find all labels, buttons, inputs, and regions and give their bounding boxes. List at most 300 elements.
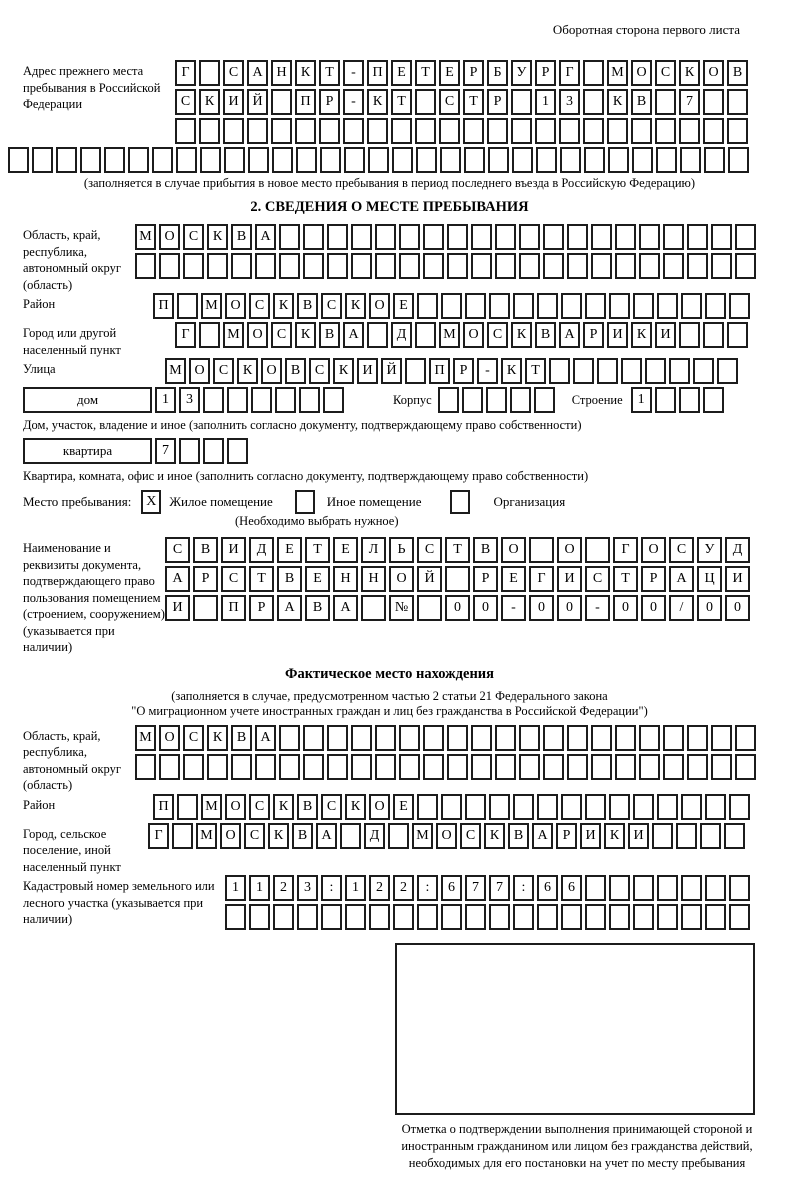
actual-location-title: Фактическое место нахождения (285, 665, 494, 682)
char-cell: С (655, 60, 676, 86)
char-cell: С (460, 823, 481, 849)
char-cell: Е (439, 60, 460, 86)
char-cell: Ц (697, 566, 722, 592)
char-cell (415, 322, 436, 348)
char-cell: Г (613, 537, 638, 563)
char-cell (391, 118, 412, 144)
char-row (438, 387, 558, 413)
char-cell (609, 794, 630, 820)
char-cell (687, 253, 708, 279)
char-cell (321, 904, 342, 930)
char-cell: У (511, 60, 532, 86)
char-cell (729, 293, 750, 319)
char-cell (351, 253, 372, 279)
char-cell (495, 224, 516, 250)
char-cell: : (513, 875, 534, 901)
char-cell: А (669, 566, 694, 592)
char-cell (279, 754, 300, 780)
char-cell (415, 118, 436, 144)
char-cell (591, 253, 612, 279)
stamp-box (395, 943, 755, 1115)
char-cell: С (249, 293, 270, 319)
char-cell: 1 (535, 89, 556, 115)
char-cell (327, 725, 348, 751)
char-cell (559, 118, 580, 144)
char-cell: В (285, 358, 306, 384)
char-cell (445, 566, 470, 592)
char-cell: А (277, 595, 302, 621)
prev-address-label: Адрес прежнего места пребывания в Российской Федерации (23, 64, 161, 111)
char-cell (392, 147, 413, 173)
char-cell: 7 (155, 438, 176, 464)
char-cell: К (237, 358, 258, 384)
char-cell (375, 725, 396, 751)
char-cell: П (153, 794, 174, 820)
char-cell: Р (583, 322, 604, 348)
char-cell (471, 224, 492, 250)
char-row (155, 438, 251, 464)
district-block (23, 293, 756, 322)
char-cell: С (487, 322, 508, 348)
char-cell (585, 537, 610, 563)
char-cell: М (607, 60, 628, 86)
char-cell (295, 118, 316, 144)
char-cell (183, 754, 204, 780)
char-cell (227, 387, 248, 413)
char-cell (519, 253, 540, 279)
char-cell: 0 (697, 595, 722, 621)
char-cell: М (412, 823, 433, 849)
char-cell: М (223, 322, 244, 348)
char-cell (471, 725, 492, 751)
char-cell: В (319, 322, 340, 348)
char-cell (368, 147, 389, 173)
char-cell (537, 794, 558, 820)
char-cell (303, 754, 324, 780)
char-cell (224, 147, 245, 173)
char-cell: Р (453, 358, 474, 384)
char-cell (367, 322, 388, 348)
char-cell: С (439, 89, 460, 115)
char-cell: В (297, 293, 318, 319)
region-block (23, 224, 756, 293)
char-cell (645, 358, 666, 384)
char-cell (199, 322, 220, 348)
char-cell (663, 224, 684, 250)
char-row (135, 725, 759, 751)
char-cell: - (585, 595, 610, 621)
document-block (23, 537, 756, 656)
char-cell (488, 147, 509, 173)
char-cell (735, 224, 756, 250)
char-cell (320, 147, 341, 173)
char-cell: О (631, 60, 652, 86)
char-cell (663, 253, 684, 279)
char-cell: 7 (489, 875, 510, 901)
char-cell: С (221, 566, 246, 592)
char-cell: С (417, 537, 442, 563)
char-cell: О (159, 725, 180, 751)
char-cell (512, 147, 533, 173)
char-cell (561, 904, 582, 930)
char-cell (440, 147, 461, 173)
char-cell: 1 (249, 875, 270, 901)
char-cell (231, 253, 252, 279)
char-cell: С (175, 89, 196, 115)
char-cell (727, 322, 748, 348)
char-cell (631, 118, 652, 144)
char-cell (585, 904, 606, 930)
char-cell (608, 147, 629, 173)
char-cell (447, 224, 468, 250)
char-cell (296, 147, 317, 173)
char-cell (361, 595, 386, 621)
stay-option-label-other: Иное помещение (326, 494, 422, 509)
char-cell: Р (249, 595, 274, 621)
char-row (135, 224, 759, 250)
char-cell (351, 224, 372, 250)
char-cell (717, 358, 738, 384)
actual-district-block (23, 794, 756, 823)
char-cell: Л (361, 537, 386, 563)
char-cell: К (484, 823, 505, 849)
char-cell (711, 253, 732, 279)
char-row (165, 595, 753, 621)
stamp-caption: Отметка о подтверждении выполнения принимающей стороной и иностранным гражданином или лицом без гражданства действий, необходимых для его постановки на учет по месту пребывания (401, 1122, 753, 1170)
char-cell (657, 794, 678, 820)
char-cell (441, 904, 462, 930)
char-cell: Р (193, 566, 218, 592)
char-cell (704, 147, 725, 173)
char-cell (225, 904, 246, 930)
char-cell: С (669, 537, 694, 563)
char-cell (423, 725, 444, 751)
char-cell (679, 322, 700, 348)
char-cell: О (389, 566, 414, 592)
char-cell (519, 754, 540, 780)
char-cell: Р (487, 89, 508, 115)
char-row (165, 566, 753, 592)
char-cell (567, 754, 588, 780)
char-cell: Т (415, 60, 436, 86)
char-cell (423, 253, 444, 279)
char-cell (655, 387, 676, 413)
char-cell: Й (417, 566, 442, 592)
char-cell (207, 754, 228, 780)
char-cell (567, 725, 588, 751)
house-block (23, 387, 756, 416)
char-row (153, 293, 753, 319)
char-cell (703, 322, 724, 348)
char-cell: П (367, 60, 388, 86)
char-cell (231, 754, 252, 780)
char-row (631, 387, 727, 413)
char-cell (652, 823, 673, 849)
apartment-widebox: квартира (23, 438, 152, 464)
char-cell: О (557, 537, 582, 563)
char-cell (669, 358, 690, 384)
char-cell (375, 224, 396, 250)
char-cell (417, 794, 438, 820)
char-cell: К (345, 794, 366, 820)
char-cell: В (631, 89, 652, 115)
char-cell: С (244, 823, 265, 849)
char-cell (447, 253, 468, 279)
char-cell: 2 (273, 875, 294, 901)
char-cell: С (183, 224, 204, 250)
char-cell (135, 253, 156, 279)
char-cell: Ь (389, 537, 414, 563)
char-row (165, 358, 741, 384)
char-cell (465, 794, 486, 820)
char-cell (463, 118, 484, 144)
char-cell (135, 754, 156, 780)
char-cell (375, 754, 396, 780)
char-cell (203, 387, 224, 413)
char-cell (32, 147, 53, 173)
char-cell (735, 253, 756, 279)
char-row (175, 118, 751, 144)
char-cell: А (532, 823, 553, 849)
char-cell (573, 358, 594, 384)
char-cell: 3 (179, 387, 200, 413)
char-cell (388, 823, 409, 849)
char-cell (351, 754, 372, 780)
char-row (155, 387, 347, 413)
char-cell (417, 904, 438, 930)
char-cell: К (679, 60, 700, 86)
char-cell (299, 387, 320, 413)
char-cell: - (343, 60, 364, 86)
char-cell: И (357, 358, 378, 384)
char-cell (319, 118, 340, 144)
district-label: Район (23, 297, 56, 311)
char-cell: Т (391, 89, 412, 115)
char-cell (423, 224, 444, 250)
char-cell (345, 904, 366, 930)
stay-option-checkbox-organization (450, 490, 470, 514)
char-cell (439, 118, 460, 144)
char-cell (471, 253, 492, 279)
char-cell (656, 147, 677, 173)
char-cell (705, 794, 726, 820)
char-cell (175, 118, 196, 144)
char-cell (327, 253, 348, 279)
char-cell (399, 224, 420, 250)
char-cell: - (477, 358, 498, 384)
char-row (135, 754, 759, 780)
char-cell: Г (148, 823, 169, 849)
prev-address-rows (175, 60, 751, 147)
char-cell: Г (529, 566, 554, 592)
char-cell: 2 (393, 875, 414, 901)
char-cell (179, 438, 200, 464)
char-cell (275, 387, 296, 413)
char-cell: К (207, 224, 228, 250)
actual-location-note1: (заполняется в случае, предусмотренном частью 2 статьи 21 Федерального закона (171, 688, 608, 703)
char-cell (681, 794, 702, 820)
char-cell (676, 823, 697, 849)
char-cell (735, 754, 756, 780)
char-cell: А (247, 60, 268, 86)
char-cell (415, 89, 436, 115)
char-cell (663, 725, 684, 751)
cadastral-block (23, 875, 756, 933)
char-cell: 0 (445, 595, 470, 621)
char-cell (495, 253, 516, 279)
char-cell (639, 224, 660, 250)
char-cell (223, 118, 244, 144)
char-cell: А (316, 823, 337, 849)
char-cell (537, 904, 558, 930)
stay-type-label: Место пребывания: (23, 494, 132, 509)
char-cell: О (703, 60, 724, 86)
char-cell: С (585, 566, 610, 592)
char-cell: Д (249, 537, 274, 563)
char-cell (609, 293, 630, 319)
char-cell: Е (333, 537, 358, 563)
char-cell: 0 (473, 595, 498, 621)
char-cell (549, 358, 570, 384)
char-cell (495, 754, 516, 780)
char-cell (511, 89, 532, 115)
section2-title: 2. СВЕДЕНИЯ О МЕСТЕ ПРЕБЫВАНИЯ (250, 199, 529, 215)
document-rows (165, 537, 753, 624)
char-cell (462, 387, 483, 413)
char-cell (585, 875, 606, 901)
char-cell (639, 725, 660, 751)
char-cell: М (439, 322, 460, 348)
char-cell (561, 794, 582, 820)
char-cell (729, 794, 750, 820)
stay-type-note: (Необходимо выбрать нужное) (235, 514, 399, 528)
char-cell: 3 (559, 89, 580, 115)
char-cell: Е (501, 566, 526, 592)
char-cell (519, 725, 540, 751)
char-cell: И (607, 322, 628, 348)
house-note: Дом, участок, владение и иное (заполнить согласно документу, подтверждающему право собственности) (23, 418, 582, 432)
char-cell (735, 725, 756, 751)
char-cell: К (607, 89, 628, 115)
char-cell (632, 147, 653, 173)
char-cell: Г (175, 60, 196, 86)
char-cell (655, 118, 676, 144)
char-cell: Т (445, 537, 470, 563)
char-cell (615, 253, 636, 279)
char-cell: К (295, 60, 316, 86)
char-cell (657, 904, 678, 930)
char-cell (679, 118, 700, 144)
char-cell (705, 293, 726, 319)
actual-district-label: Район (23, 797, 56, 812)
char-cell: 6 (561, 875, 582, 901)
char-cell: М (165, 358, 186, 384)
char-cell: 7 (679, 89, 700, 115)
char-cell (369, 904, 390, 930)
char-cell: 0 (529, 595, 554, 621)
char-cell: К (207, 725, 228, 751)
char-cell: О (369, 794, 390, 820)
char-cell (104, 147, 125, 173)
char-cell: - (343, 89, 364, 115)
actual-region-block (23, 725, 756, 794)
char-cell: И (725, 566, 750, 592)
char-cell (183, 253, 204, 279)
char-cell (633, 293, 654, 319)
stroenie-label: Строение (571, 393, 623, 407)
char-cell: 7 (465, 875, 486, 901)
char-cell: К (367, 89, 388, 115)
char-cell (561, 293, 582, 319)
char-cell (471, 754, 492, 780)
char-cell (567, 253, 588, 279)
char-cell: Е (305, 566, 330, 592)
char-cell: А (165, 566, 190, 592)
char-cell (487, 118, 508, 144)
char-cell (351, 725, 372, 751)
char-cell (199, 60, 220, 86)
char-cell: Р (473, 566, 498, 592)
char-cell: Е (391, 60, 412, 86)
char-cell: К (268, 823, 289, 849)
char-cell (615, 754, 636, 780)
char-cell (279, 253, 300, 279)
char-cell (510, 387, 531, 413)
char-cell (465, 904, 486, 930)
char-cell: О (501, 537, 526, 563)
char-cell (128, 147, 149, 173)
char-cell (255, 754, 276, 780)
char-cell (247, 118, 268, 144)
char-cell: 6 (537, 875, 558, 901)
char-cell (375, 253, 396, 279)
char-cell (583, 118, 604, 144)
char-cell: Г (175, 322, 196, 348)
char-cell (200, 147, 221, 173)
char-cell (464, 147, 485, 173)
prev-address-note: (заполняется в случае прибытия в новое место пребывания в период последнего въезда в Российскую Федерацию) (83, 176, 696, 190)
stay-option-label-residential: Жилое помещение (169, 494, 273, 509)
char-cell (279, 725, 300, 751)
char-cell: К (345, 293, 366, 319)
char-cell (621, 358, 642, 384)
char-cell (393, 904, 414, 930)
char-row (175, 89, 751, 115)
char-cell: И (628, 823, 649, 849)
page-side-note: Оборотная сторона первого листа (552, 22, 740, 37)
actual-city-label: Город, сельское поселение, иной населенный пункт (23, 826, 121, 874)
char-cell (513, 794, 534, 820)
char-cell (615, 224, 636, 250)
char-cell: К (199, 89, 220, 115)
char-cell (633, 794, 654, 820)
char-cell: К (511, 322, 532, 348)
char-cell: Р (556, 823, 577, 849)
char-cell (438, 387, 459, 413)
char-cell: И (165, 595, 190, 621)
char-cell (585, 794, 606, 820)
char-cell: П (221, 595, 246, 621)
char-row (153, 794, 753, 820)
char-cell (729, 875, 750, 901)
char-cell (639, 253, 660, 279)
char-cell: А (333, 595, 358, 621)
char-cell: О (436, 823, 457, 849)
char-cell: М (201, 794, 222, 820)
char-cell (633, 904, 654, 930)
char-row (225, 904, 753, 930)
char-cell: Н (333, 566, 358, 592)
